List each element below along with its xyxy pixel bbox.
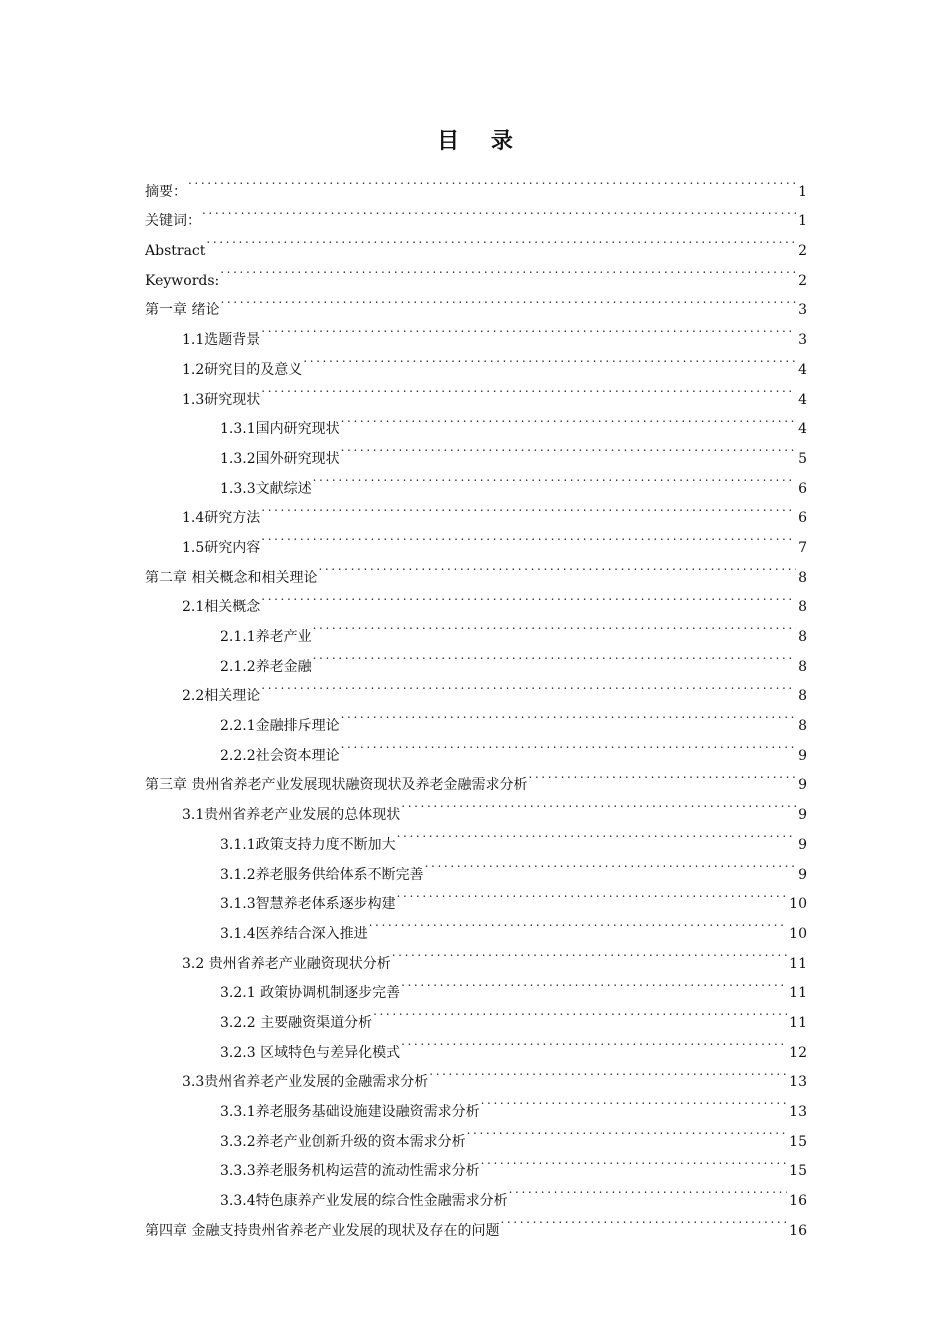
toc-entry-label: 第三章 贵州省养老产业发展现状融资现状及养老金融需求分析 [145, 777, 528, 794]
toc-entry-page-number: 9 [798, 866, 807, 883]
toc-entry-page-number: 9 [798, 747, 807, 764]
dot-leader [341, 730, 796, 760]
toc-entry-page-number: 2 [798, 272, 807, 289]
toc-entry-label: 2.1相关概念 [182, 599, 261, 616]
toc-entry-label: 1.2研究目的及意义 [182, 361, 303, 378]
dot-leader [481, 1086, 788, 1116]
toc-entry-page-number: 9 [798, 777, 807, 794]
toc-entry-page-number: 11 [789, 1014, 807, 1031]
table-of-contents [145, 166, 807, 1239]
dot-leader [261, 493, 796, 523]
toc-entry-label: 第一章 绪论 [145, 302, 220, 319]
toc-entry-label: 2.2相关理论 [182, 688, 261, 705]
dot-leader [313, 463, 796, 493]
dot-leader [318, 552, 796, 582]
dot-leader [303, 344, 796, 374]
dot-leader [261, 522, 796, 552]
toc-entry-page-number: 15 [789, 1133, 807, 1150]
toc-entry-page-number: 8 [798, 569, 807, 586]
toc-entry-label: Keywords: [145, 272, 220, 289]
toc-entry-page-number: 4 [798, 421, 807, 438]
dot-leader [373, 997, 787, 1027]
toc-entry-page-number: 12 [789, 1044, 807, 1061]
dot-leader [392, 938, 787, 968]
toc-entry-page-number: 7 [798, 539, 807, 556]
dot-leader [206, 225, 796, 255]
toc-entry-page-number: 5 [798, 450, 807, 467]
dot-leader [341, 700, 796, 730]
toc-entry-label: 第二章 相关概念和相关理论 [145, 569, 318, 586]
dot-leader [341, 404, 796, 434]
toc-entry-page-number: 8 [798, 658, 807, 675]
toc-entry-page-number: 16 [789, 1222, 807, 1239]
toc-entry-label: 3.2.1 政策协调机制逐步完善 [220, 985, 401, 1002]
toc-entry-label: 2.1.1养老产业 [220, 629, 312, 645]
toc-entry-page-number: 16 [789, 1193, 807, 1210]
toc-entry-label: 3.3.1养老服务基础设施建设融资需求分析 [220, 1104, 480, 1120]
dot-leader [509, 1175, 788, 1205]
toc-entry-label: Abstract [145, 243, 206, 260]
toc-entry-page-number: 9 [798, 807, 807, 824]
dot-leader [261, 582, 796, 612]
toc-entry-page-number: 8 [798, 718, 807, 735]
toc-entry-page-number: 8 [798, 688, 807, 705]
toc-entry-label: 1.3研究现状 [182, 391, 261, 408]
dot-leader [313, 641, 796, 671]
dot-leader [369, 908, 788, 938]
toc-entry-page-number: 10 [789, 896, 807, 913]
toc-entry-label: 1.3.2国外研究现状 [220, 450, 340, 467]
dot-leader [220, 285, 796, 315]
dot-leader [397, 819, 796, 849]
toc-entry-label: 第四章 金融支持贵州省养老产业发展的现状及存在的问题 [145, 1222, 500, 1239]
dot-leader [220, 255, 796, 285]
toc-entry-label: 3.3.4特色康养产业发展的综合性金融需求分析 [220, 1193, 508, 1210]
toc-entry-page-number: 9 [798, 836, 807, 853]
dot-leader [528, 760, 796, 790]
toc-entry-label: 1.5研究内容 [182, 539, 261, 556]
toc-entry[interactable] [145, 285, 807, 319]
dot-leader [401, 789, 796, 819]
dot-leader [467, 1116, 788, 1146]
toc-entry[interactable] [145, 255, 807, 289]
dot-leader [401, 968, 787, 998]
toc-entry-label: 摘要： [145, 183, 187, 200]
toc-entry-page-number: 4 [798, 391, 807, 408]
dot-leader [202, 196, 796, 226]
toc-entry-page-number: 8 [798, 629, 807, 645]
toc-entry-page-number: 13 [789, 1104, 807, 1120]
dot-leader [425, 849, 796, 879]
toc-entry-label: 3.2 贵州省养老产业融资现状分析 [182, 955, 391, 972]
toc-entry-label: 2.1.2养老金融 [220, 658, 312, 675]
toc-entry-page-number: 10 [789, 925, 807, 942]
toc-entry-label: 1.3.1国内研究现状 [220, 421, 340, 438]
toc-entry-page-number: 4 [798, 361, 807, 378]
dot-leader [397, 879, 788, 909]
toc-entry-page-number: 1 [798, 213, 807, 230]
toc-entry-label: 3.1.2养老服务供给体系不断完善 [220, 866, 424, 883]
toc-entry-label: 3.3.3养老服务机构运营的流动性需求分析 [220, 1163, 480, 1180]
dot-leader [481, 1146, 788, 1176]
toc-entry-page-number: 13 [789, 1074, 807, 1091]
dot-leader [429, 1057, 787, 1087]
toc-entry-label: 3.1.3智慧养老体系逐步构建 [220, 896, 396, 913]
toc-entry-page-number: 2 [798, 243, 807, 260]
toc-entry[interactable] [145, 196, 807, 230]
toc-entry-label: 关键词： [145, 213, 201, 230]
toc-entry-label: 3.2.2 主要融资渠道分析 [220, 1014, 373, 1031]
dot-leader [500, 1205, 787, 1235]
toc-entry-label: 3.1贵州省养老产业发展的总体现状 [182, 807, 401, 824]
toc-entry-page-number: 8 [798, 599, 807, 616]
toc-entry-label: 1.1选题背景 [182, 332, 261, 349]
toc-title: 目 录 [437, 129, 525, 154]
toc-entry-page-number: 6 [798, 510, 807, 527]
dot-leader [261, 374, 796, 404]
toc-entry[interactable] [145, 314, 807, 349]
toc-entry-label: 3.1.1政策支持力度不断加大 [220, 836, 396, 853]
toc-entry-page-number: 3 [798, 302, 807, 319]
toc-entry-page-number: 6 [798, 480, 807, 497]
toc-entry-page-number: 3 [798, 332, 807, 349]
dot-leader [261, 314, 796, 344]
toc-entry-page-number: 1 [798, 183, 807, 200]
toc-entry-label: 3.1.4医养结合深入推进 [220, 925, 368, 942]
dot-leader [188, 166, 796, 196]
toc-entry[interactable] [145, 166, 807, 200]
toc-entry-page-number: 11 [789, 985, 807, 1002]
toc-entry-label: 2.2.2社会资本理论 [220, 747, 340, 764]
toc-entry-page-number: 15 [789, 1163, 807, 1180]
toc-entry-label: 3.3贵州省养老产业发展的金融需求分析 [182, 1074, 429, 1091]
dot-leader [341, 433, 796, 463]
toc-entry-label: 2.2.1金融排斥理论 [220, 718, 340, 735]
dot-leader [401, 1027, 787, 1057]
toc-entry-label: 1.4研究方法 [182, 510, 261, 527]
toc-entry[interactable] [145, 225, 807, 260]
toc-entry-label: 1.3.3文献综述 [220, 480, 312, 497]
toc-entry-label: 3.3.2养老产业创新升级的资本需求分析 [220, 1133, 466, 1150]
dot-leader [313, 611, 796, 641]
toc-entry-label: 3.2.3 区域特色与差异化模式 [220, 1044, 401, 1061]
dot-leader [261, 671, 796, 701]
toc-entry-page-number: 11 [789, 955, 807, 972]
